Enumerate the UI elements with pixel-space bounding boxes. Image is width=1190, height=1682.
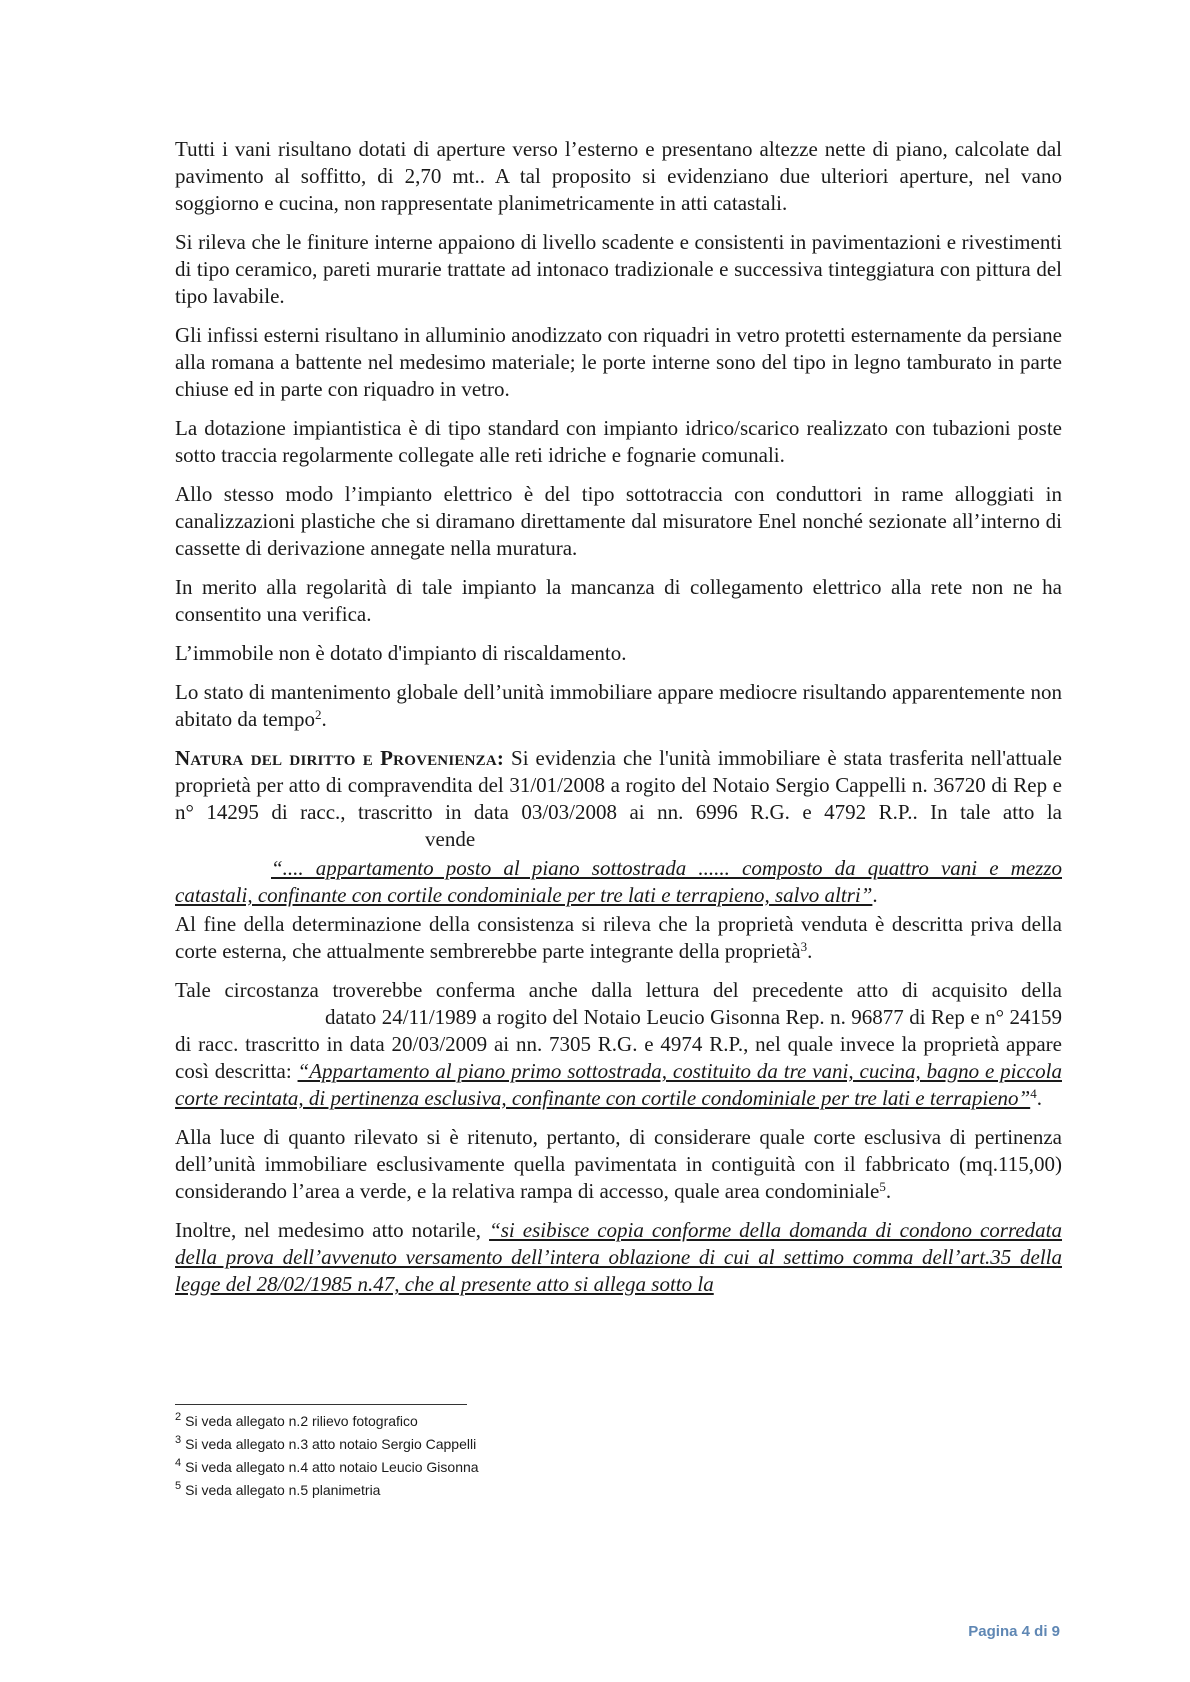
paragraph-exclusive-court: Alla luce di quanto rilevato si è ritenuto, pertanto, di considerare quale corte esclusiva di pertinenza dell’unità immobiliare esclusivamente quella pavimentata in contiguità con il fabbricato (mq.115,00) considerando l’area a verde, e la relativa rampa di accesso, quale area condominiale$^5$.: [175, 1125, 1062, 1203]
paragraph-maintenance: Lo stato di mantenimento globale dell’unità immobiliare appare mediocre risultando apparentemente non abitato da tempo$^2$.: [175, 680, 1062, 731]
footnote-4: $^4$ Si veda allegato n.4 atto notaio Leucio Gisonna: [175, 1457, 479, 1475]
paragraph-electrical: Allo stesso modo l’impianto elettrico è del tipo sottotraccia con conduttori in rame alloggiati in canalizzazioni plastiche che si diramano direttamente dal misuratore Enel nonché sezionate all’interno di cassette di derivazione annegate nella muratura.: [175, 482, 1062, 560]
section-heading-natura: Natura del diritto e Provenienza:: [175, 746, 505, 770]
footnote-ref-5: 5: [879, 1179, 886, 1194]
paragraph-electrical-check: In merito alla regolarità di tale impianto la mancanza di collegamento elettrico alla rete non ne ha consentito una verifica.: [175, 575, 1062, 626]
footnote-ref-2: 2: [314, 707, 322, 722]
footnote-3: $^3$ Si veda allegato n.3 atto notaio Sergio Cappelli: [175, 1434, 477, 1452]
paragraph-natura: Natura del diritto e Provenienza: Si evidenzia che l'unità immobiliare è stata trasferita nell'attuale proprietà per atto di compravendita del 31/01/2008 a rogito del Notaio Sergio Cappelli n. 36720 di Rep e n° 14295 di racc., trascritto in data 03/03/2008 ai nn. 6996 R.G. e 4792 R.P.. In tale atto lavende: [175, 746, 1062, 851]
quote-deed-1: “.... appartamento posto al piano sottostrada ...... composto da quattro vani e mezzo catastali, confinante con cortile condominiale per tre lati e terrapieno, salvo altri”.: [175, 856, 1062, 907]
footnote-5: $^5$ Si veda allegato n.5 planimetria: [175, 1480, 381, 1498]
paragraph-consistency: Al fine della determinazione della consistenza si rileva che la proprietà venduta è descritta priva della corte esterna, che attualmente sembrerebbe parte integrante della proprietà$^3$.: [175, 912, 1062, 963]
footnote-2: $^2$ Si veda allegato n.2 rilievo fotografico: [175, 1411, 418, 1429]
paragraph-condono: Inoltre, nel medesimo atto notarile, “si esibisce copia conforme della domanda di condono corredata della prova dell’avvenuto versamento dell’intera oblazione di cui al settimo comma dell’art.35 della legge del 28/02/1985 n.47, che al presente atto si allega sotto la: [175, 1218, 1063, 1296]
body-text: [175, 136, 1062, 1310]
footnotes: [175, 1410, 775, 1502]
page-number: Pagina 4 di 9: [968, 1623, 1060, 1640]
paragraph-openings: Tutti i vani risultano dotati di aperture verso l’esterno e presentano altezze nette di piano, calcolate dal pavimento al soffitto, di 2,70 mt.. A tal proposito si evidenziano due ulteriori aperture, nel vano soggiorno e cucina, non rappresentate planimetricamente in atti catastali.: [175, 137, 1062, 215]
footnote-ref-3: 3: [800, 939, 808, 954]
paragraph-previous-deed: Tale circostanza troverebbe conferma anche dalla lettura del precedente atto di acquisito delladatato 24/11/1989 a rogito del Notaio Leucio Gisonna Rep. n. 96877 di Rep e n° 24159 di racc. trascritto in data 20/03/2009 ai nn. 7305 R.G. e 4974 R.P., nel quale invece la proprietà appare così descritta: “Appartamento al piano primo sottostrada, costituito da tre vani, cucina, bagno e piccola corte recintata, di pertinenza esclusiva, confinante con cortile condominiale per tre lati e terrapieno”$^4$.: [175, 978, 1062, 1110]
paragraph-windows: Gli infissi esterni risultano in alluminio anodizzato con riquadri in vetro protetti esternamente da persiane alla romana a battente nel medesimo materiale; le porte interne sono del tipo in legno tamburato in parte chiuse ed in parte con riquadro in vetro.: [175, 323, 1062, 401]
footnote-ref-4: 4: [1030, 1086, 1037, 1101]
footnote-separator: [175, 1404, 467, 1405]
paragraph-heating: L’immobile non è dotato d'impianto di riscaldamento.: [175, 641, 627, 665]
paragraph-plumbing: La dotazione impiantistica è di tipo standard con impianto idrico/scarico realizzato con tubazioni poste sotto traccia regolarmente collegate alle reti idriche e fognarie comunali.: [175, 416, 1062, 467]
paragraph-finishes: Si rileva che le finiture interne appaiono di livello scadente e consistenti in pavimentazioni e rivestimenti di tipo ceramico, pareti murarie trattate ad intonaco tradizionale e successiva tinteggiatura con pittura del tipo lavabile.: [175, 230, 1062, 308]
